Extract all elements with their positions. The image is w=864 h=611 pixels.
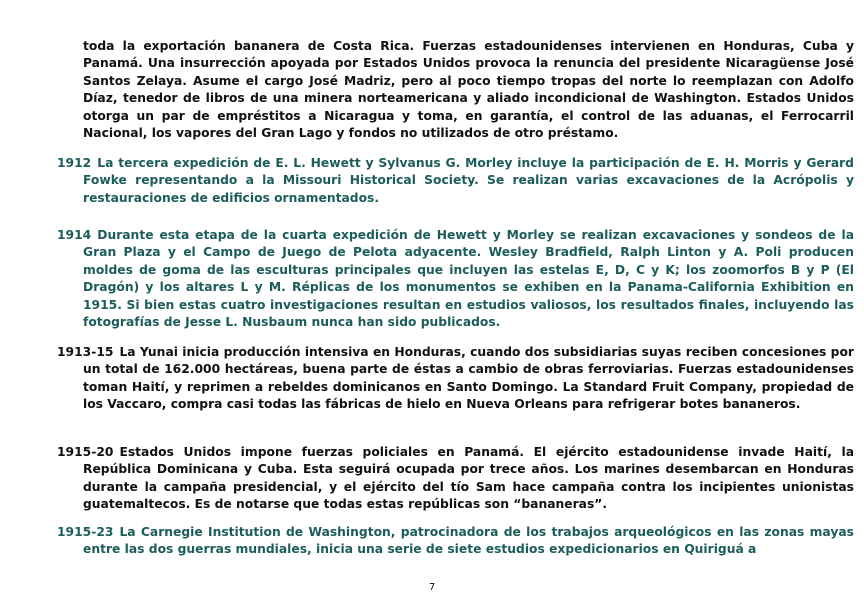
entry-text: La Carnegie Institution de Washington, patrocinadora de los trabajos arqueológicos en las zonas mayas entre las dos guerras mundiales, inicia una serie de siete estudios expedicionarios en Quiriguá a xyxy=(83,525,854,557)
entry-year: 1912 xyxy=(57,156,92,170)
entry-year: 1915-23 xyxy=(57,525,114,539)
entry-1915-20 xyxy=(57,444,854,514)
entry-text: La tercera expedición de E. L. Hewett y Sylvanus G. Morley incluye la participación de E. H. Morris y Gerard Fowke representando a la Missouri Historical Society. Se realizan varias excavaciones de la Acrópolis y restauraciones de edificios ornamentados. xyxy=(83,156,854,205)
entry-1914 xyxy=(57,227,854,331)
entry-year: 1914 xyxy=(57,228,92,242)
entry-1912 xyxy=(57,155,854,207)
continuation-paragraph xyxy=(57,38,854,142)
continuation-text: toda la exportación bananera de Costa Rica. Fuerzas estadounidenses intervienen en Honduras, Cuba y Panamá. Una insurrección apoyada por Estados Unidos provoca la renuncia del presidente Nicaragüense José Santos Zelaya. Asume el cargo José Madriz, pero al poco tiempo tropas del norte lo reemplazan con Adolfo Díaz, tenedor de libros de una minera norteamericana y aliado incondicional de Washington. Estados Unidos otorga un par de empréstitos a Nicaragua y toma, en garantía, el control de las aduanas, el Ferrocarril Nacional, los vapores del Gran Lago y fondos no utilizados de otro préstamo. xyxy=(83,39,854,141)
page-number: 7 xyxy=(428,582,436,593)
entry-text: Estados Unidos impone fuerzas policiales en Panamá. El ejército estadounidense invade Haití, la República Dominicana y Cuba. Esta seguirá ocupada por trece años. Los marines desembarcan en Honduras durante la campaña presidencial, y el ejército del tío Sam hace campaña contra los incipientes unionistas guatemaltecos. Es de notarse que todas estas repúblicas son “bananeras”. xyxy=(83,445,854,512)
entry-text: La Yunai inicia producción intensiva en Honduras, cuando dos subsidiarias suyas reciben concesiones por un total de 162.000 hectáreas, buena parte de éstas a cambio de obras ferroviarias. Fuerzas estadounidenses toman Haití, y reprimen a rebeldes dominicanos en Santo Domingo. La Standard Fruit Company, propiedad de los Vaccaro, compra casi todas las fábricas de hielo en Nueva Orleans para refrigerar botes bananeros. xyxy=(83,345,854,412)
entry-text: Durante esta etapa de la cuarta expedición de Hewett y Morley se realizan excavaciones y sondeos de la Gran Plaza y el Campo de Juego de Pelota adyacente. Wesley Bradfield, Ralph Linton y A. Poli producen moldes de goma de las esculturas principales que incluyen las estelas E, D, C y K; los zoomorfos B y P (El Dragón) y los altares L y M. Réplicas de los monumentos se exhiben en la Panama-California Exhibition en 1915. Si bien estas cuatro investigaciones resultan en estudios valiosos, los resultados finales, incluyendo las fotografías de Jesse L. Nusbaum nunca han sido publicados. xyxy=(83,228,854,330)
entry-year: 1913-15 xyxy=(57,345,114,359)
entry-year: 1915-20 xyxy=(57,445,114,459)
entry-1915-23 xyxy=(57,524,854,559)
entry-1913-15 xyxy=(57,344,854,414)
